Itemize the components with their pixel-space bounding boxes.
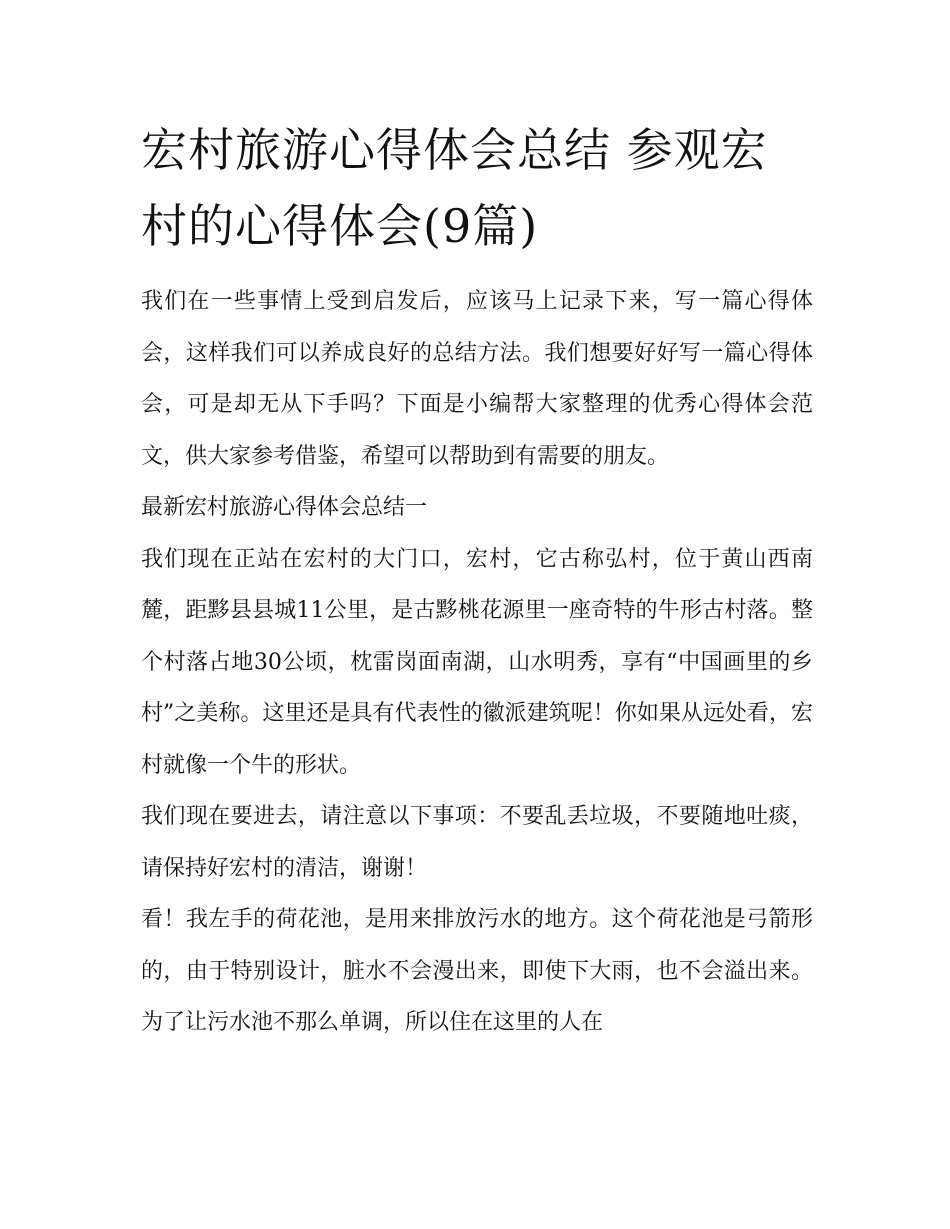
document-title	[141, 112, 813, 264]
intro-paragraph: 我们在一些事情上受到启发后，应该马上记录下来，写一篇心得体会，这样我们可以养成良好的总结方法。我们想要好好写一篇心得体会，可是却无从下手吗？下面是小编帮大家整理的优秀心得体会范文，供大家参考借鉴，希望可以帮助到有需要的朋友。	[141, 289, 813, 469]
body-paragraph: 看！我左手的荷花池，是用来排放污水的地方。这个荷花池是弓箭形的，由于特别设计，脏水不会漫出来，即使下大雨，也不会溢出来。为了让污水池不那么单调，所以住在这里的人在	[141, 907, 813, 1035]
body-paragraph: 我们现在正站在宏村的大门口，宏村，它古称弘村，位于黄山西南麓，距黟县县城11公里，是古黟桃花源里一座奇特的牛形古村落。整个村落占地30公顷，枕雷岗面南湖，山水明秀，享有“中国画里的乡村”之美称。这里还是具有代表性的徽派建筑呢！你如果从远处看，宏村就像一个牛的形状。	[141, 546, 813, 778]
body-paragraph: 我们现在要进去，请注意以下事项：不要乱丢垃圾，不要随地吐痰，请保持好宏村的清洁，谢谢！	[141, 804, 813, 881]
section-heading: 最新宏村旅游心得体会总结一	[141, 495, 428, 520]
title-main: 宏村旅游心得体会总结	[141, 123, 611, 177]
title-sub: 参观宏村的心得体会(9篇)	[141, 123, 768, 253]
document-page	[141, 112, 813, 1049]
